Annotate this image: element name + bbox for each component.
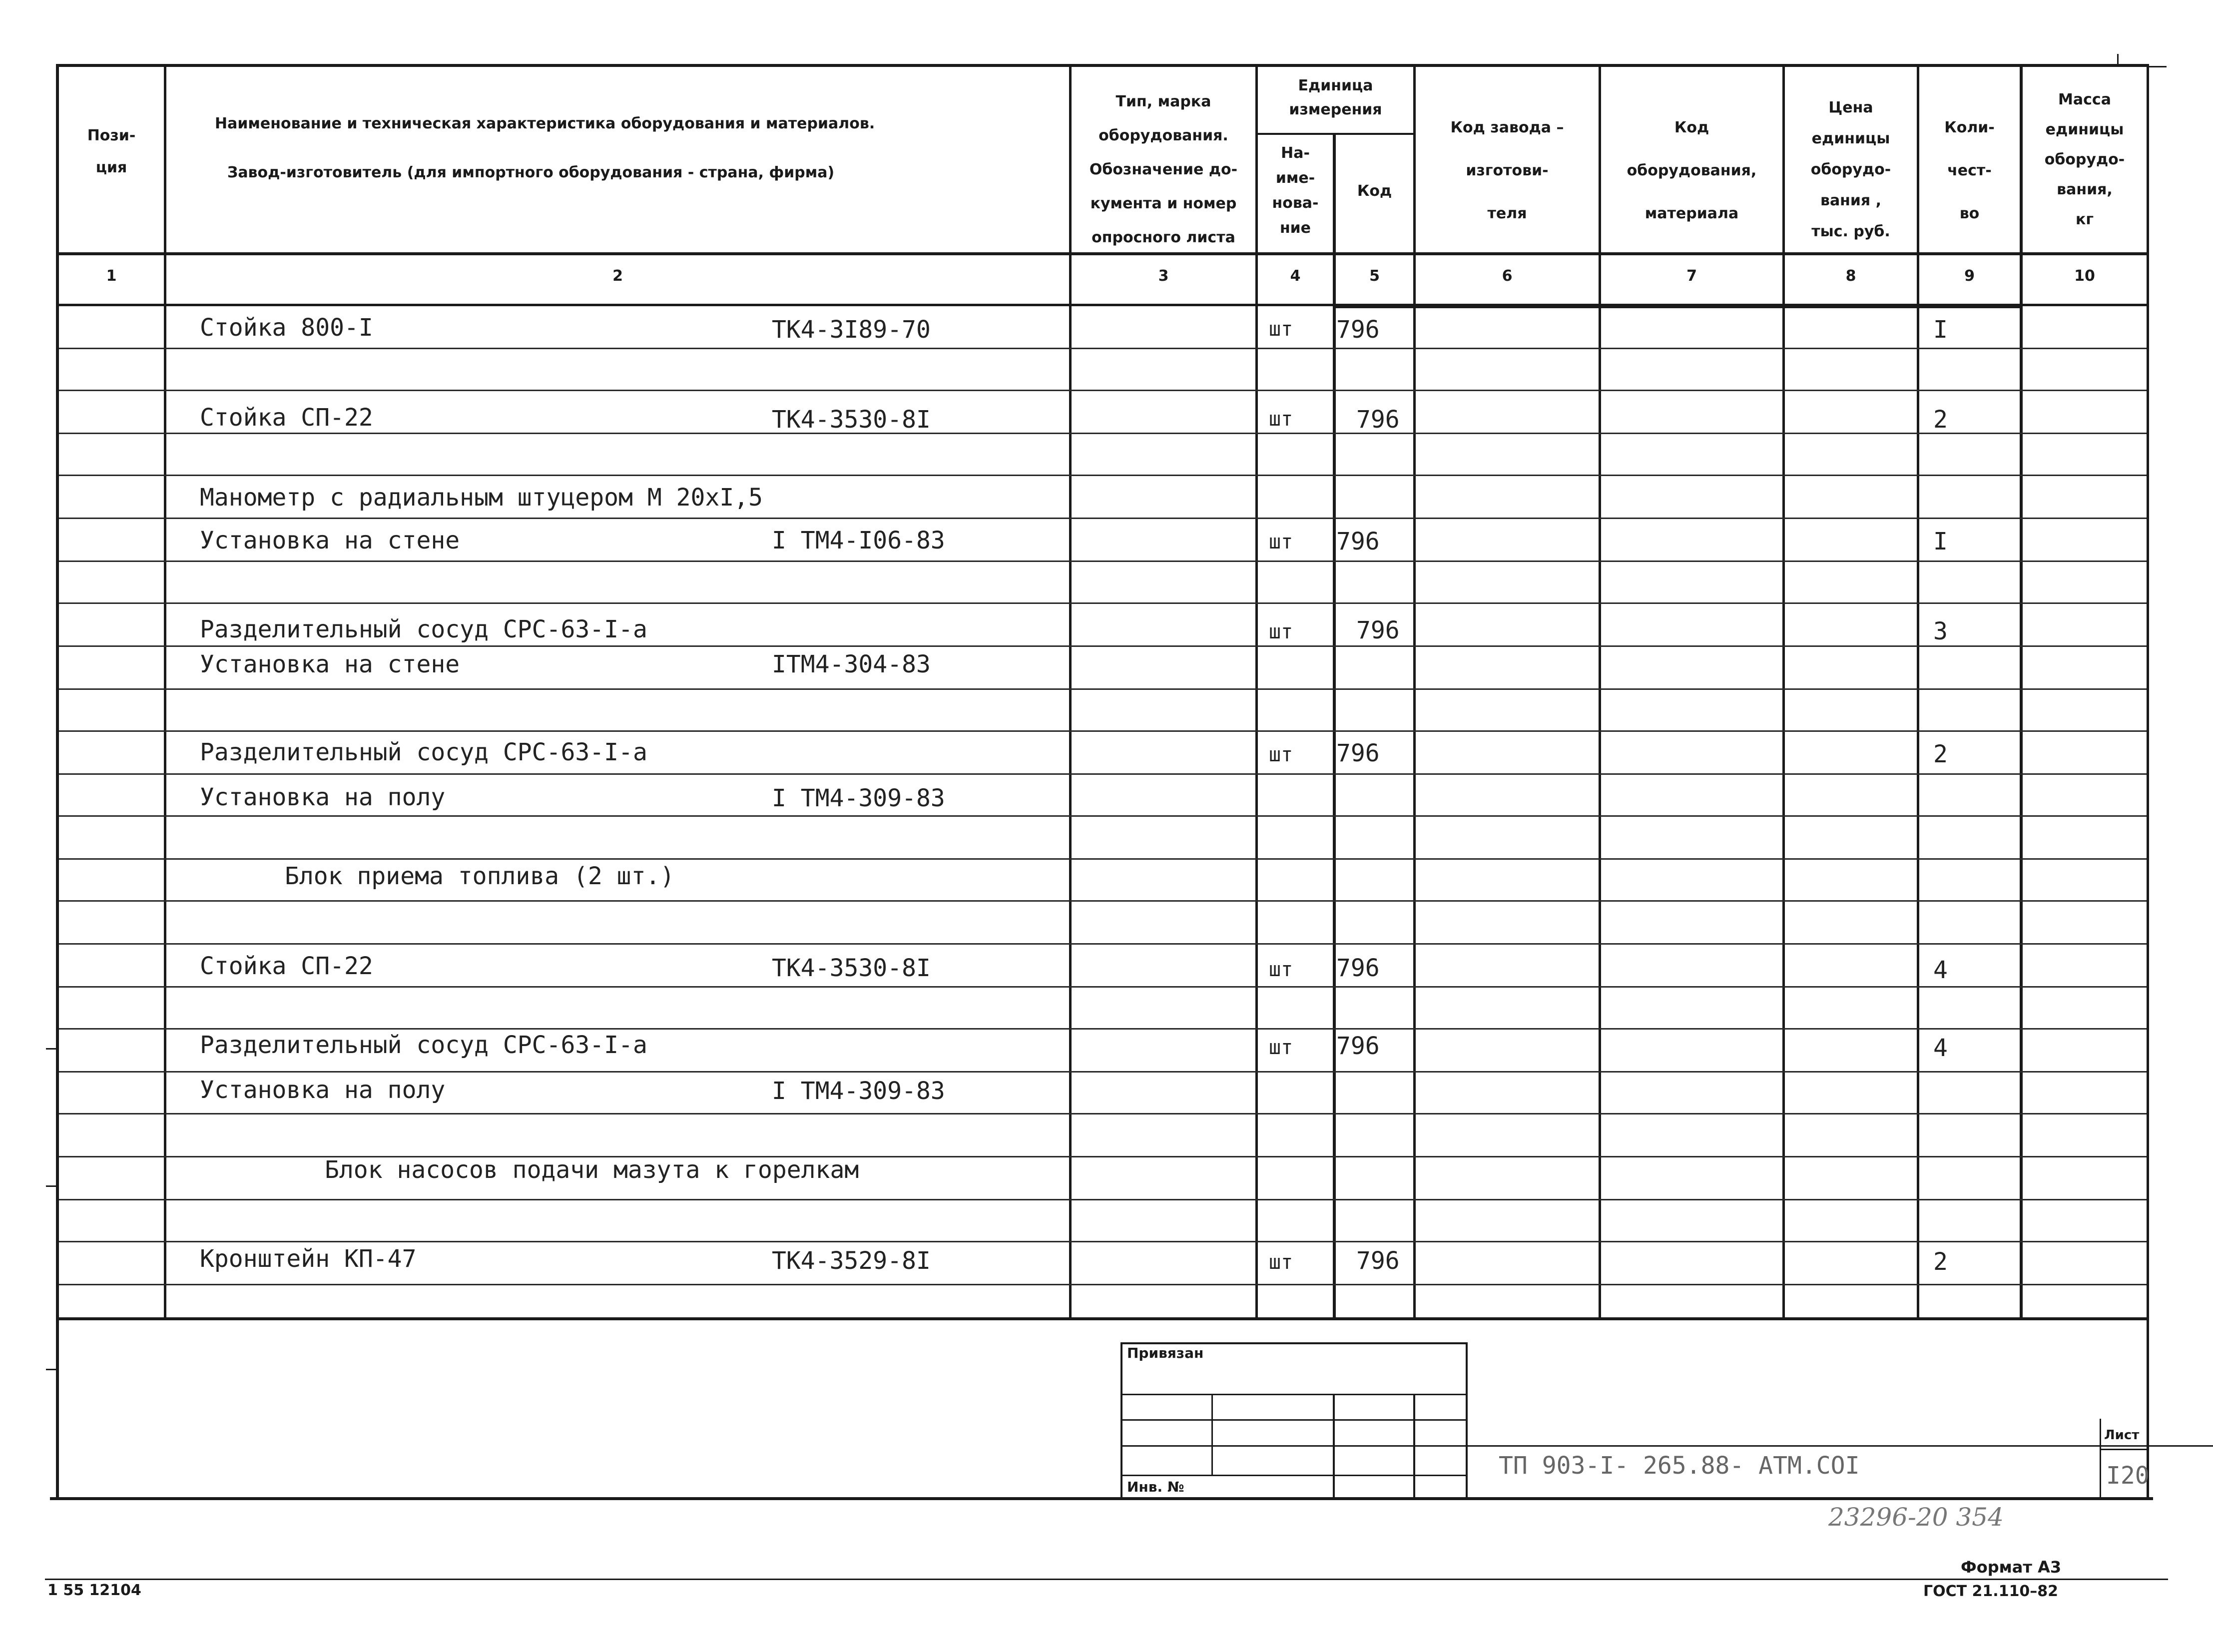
vline-7 (1782, 64, 1785, 1320)
code-col-top (1333, 305, 2022, 308)
row-code: 796 (1356, 1247, 1400, 1275)
corner-tick (2147, 66, 2167, 67)
row-unit: шт (1269, 1251, 1293, 1274)
row-qty: 4 (1933, 956, 1948, 984)
row-code: 796 (1336, 528, 1380, 555)
colnum-5: 5 (1369, 267, 1380, 285)
header-position: Пози- ция (87, 127, 136, 176)
vline-3 (1255, 64, 1258, 1320)
row-code: 796 (1336, 739, 1380, 767)
colnum-2: 2 (612, 267, 623, 285)
vline-8 (1917, 64, 1919, 1320)
row-rule (59, 1199, 2147, 1200)
row-rule (59, 475, 2147, 476)
row-rule (59, 1028, 2147, 1030)
row-name: Установка на стене (200, 650, 460, 678)
row-rule (59, 730, 2147, 732)
row-doc: I ТМ4-309-83 (772, 784, 945, 812)
table-bottom-border (56, 1317, 2149, 1320)
handwritten-number: 23296-20 354 (1828, 1503, 2004, 1532)
stamp-row (1120, 1419, 1468, 1421)
row-qty: 3 (1933, 617, 1948, 645)
row-rule (59, 518, 2147, 519)
row-name: Стойка СП-22 (200, 404, 373, 432)
row-rule (59, 688, 2147, 690)
row-code: 796 (1356, 616, 1400, 644)
header-name-line2: Завод-изготовитель (для импортного оборудования - страна, фирма) (227, 164, 835, 181)
row-name: Установка на полу (200, 783, 446, 811)
colnum-8: 8 (1845, 267, 1856, 285)
row-doc: I ТМ4-I06-83 (772, 527, 945, 554)
table-top-border (56, 64, 2149, 67)
row-rule (59, 1284, 2147, 1285)
stamp-div (1211, 1394, 1213, 1475)
header-price: Цена единицы оборудо- вания , тыс. руб. (1810, 99, 1891, 240)
stamp-row (1120, 1394, 1468, 1395)
row-doc: ТК4-3I89-70 (772, 316, 931, 344)
binding-tick (46, 1369, 56, 1370)
row-name: Стойка 800-I (200, 314, 373, 342)
vline-4 (1333, 133, 1336, 1320)
row-name: Стойка СП-22 (200, 952, 373, 980)
row-rule (59, 986, 2147, 988)
header-mass: Масса единицы оборудо- вания, кг (2044, 91, 2125, 228)
colnum-1: 1 (106, 267, 117, 285)
vline-right (2147, 64, 2149, 1500)
row-rule (59, 773, 2147, 775)
header-unit-name: На- име- нова- ние (1272, 144, 1319, 237)
row-name: Кронштейн КП-47 (200, 1245, 417, 1273)
vline-9 (2020, 64, 2023, 1320)
header-maker-code: Код завода – изготови- теля (1450, 119, 1564, 222)
row-rule (59, 645, 2147, 647)
row-doc: I ТМ4-309-83 (772, 1077, 945, 1105)
header-equipment-code: Код оборудования, материала (1627, 119, 1757, 222)
row-doc: IТМ4-304-83 (772, 650, 931, 678)
row-name: Разделительный сосуд СРС-63-I-а (200, 738, 647, 766)
row-qty: I (1933, 316, 1948, 344)
stamp-row (1120, 1475, 1468, 1476)
row-code: 796 (1356, 406, 1400, 434)
row-qty: I (1933, 528, 1948, 555)
row-rule (59, 858, 2147, 860)
row-qty: 2 (1933, 1248, 1948, 1276)
stamp-inv-no: Инв. № (1127, 1479, 1184, 1495)
row-qty: 2 (1933, 740, 1948, 768)
vline-1 (164, 64, 166, 1320)
stamp-privyazan: Привязан (1127, 1345, 1204, 1361)
colnum-9: 9 (1964, 267, 1975, 285)
stamp-row (1120, 1445, 2213, 1447)
row-name: Установка на полу (200, 1076, 446, 1104)
row-name: Манометр с радиальным штуцером М 20хI,5 (200, 484, 763, 512)
row-unit: шт (1269, 620, 1293, 643)
format-label: Формат А3 (1961, 1558, 2062, 1577)
row-qty: 4 (1933, 1034, 1948, 1062)
corner-tick-mark (2117, 54, 2119, 65)
colnum-7: 7 (1686, 267, 1697, 285)
row-rule (59, 1071, 2147, 1073)
row-section-title: Блок приема топлива (2 шт.) (285, 862, 675, 890)
row-rule (59, 943, 2147, 945)
left-code: 1 55 12104 (47, 1582, 141, 1599)
row-qty: 2 (1933, 406, 1948, 434)
row-rule (59, 433, 2147, 434)
footer-line (45, 1579, 2168, 1580)
row-name: Разделительный сосуд СРС-63-I-а (200, 615, 647, 643)
row-rule (59, 815, 2147, 817)
row-doc: ТК4-3529-8I (772, 1247, 931, 1275)
colnum-6: 6 (1502, 267, 1513, 285)
header-type: Тип, марка оборудования. Обозначение до- кумента и номер опросного листа (1089, 93, 1238, 246)
sheet-box-mid (2100, 1449, 2147, 1450)
row-unit: шт (1269, 1036, 1293, 1059)
row-rule (59, 900, 2147, 902)
sheet-box-left (2100, 1419, 2101, 1499)
stamp-sheet-label: Лист (2104, 1428, 2140, 1443)
stamp-top (1120, 1342, 1468, 1344)
row-unit: шт (1269, 408, 1293, 431)
header-unit-group: Единица измерения (1289, 77, 1382, 118)
row-unit: шт (1269, 743, 1293, 766)
colnum-4: 4 (1290, 267, 1301, 285)
header-unit-code: Код (1357, 182, 1392, 200)
row-rule (59, 348, 2147, 349)
stamp-left (1120, 1342, 1122, 1499)
row-name: Установка на стене (200, 527, 460, 554)
sheet-bottom-border (50, 1497, 2153, 1500)
row-rule (59, 602, 2147, 604)
row-code: 796 (1336, 316, 1380, 344)
row-unit: шт (1269, 318, 1293, 341)
binding-tick (46, 1048, 56, 1050)
stamp-doc-code: ТП 903-I- 265.88- АТМ.СОI (1499, 1452, 1860, 1480)
row-doc: ТК4-3530-8I (772, 406, 931, 434)
row-rule (59, 560, 2147, 562)
stamp-div (1413, 1394, 1415, 1499)
row-rule (59, 1113, 2147, 1114)
stamp-div (1333, 1394, 1335, 1499)
row-rule (59, 1241, 2147, 1242)
colnum-3: 3 (1158, 267, 1169, 285)
row-section-title: Блок насосов подачи мазута к горелкам (325, 1156, 859, 1184)
colnum-10: 10 (2074, 267, 2095, 285)
row-unit: шт (1269, 958, 1293, 981)
binding-tick (46, 1185, 56, 1187)
row-unit: шт (1269, 531, 1293, 553)
row-code: 796 (1336, 954, 1380, 982)
header-name-line1: Наименование и техническая характеристика оборудования и материалов. (215, 115, 875, 132)
header-quantity: Коли- чест- во (1944, 119, 1995, 222)
vline-6 (1599, 64, 1601, 1320)
gost-label: ГОСТ 21.110–82 (1923, 1583, 2059, 1600)
row-doc: ТК4-3530-8I (772, 954, 931, 982)
row-rule (59, 390, 2147, 391)
row-code: 796 (1336, 1032, 1380, 1060)
stamp-right (1466, 1342, 1468, 1499)
vline-5 (1413, 64, 1416, 1320)
stamp-sheet-number: I20 (2106, 1462, 2150, 1490)
row-name: Разделительный сосуд СРС-63-I-а (200, 1031, 647, 1059)
